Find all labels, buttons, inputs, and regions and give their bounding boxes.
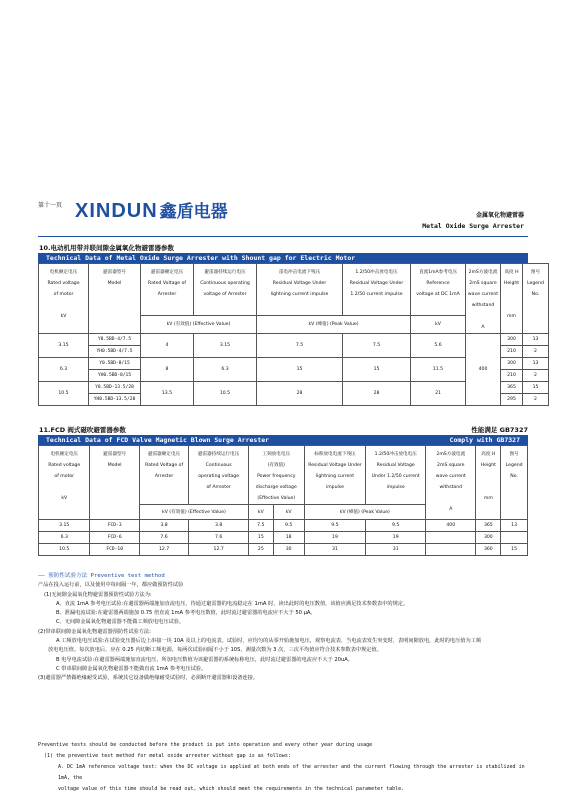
table-row (39, 544, 528, 556)
table-cell: 6.3 (39, 532, 90, 544)
table-cell: 3.15 (39, 520, 90, 532)
header-cell: 图号 Legend No. (501, 446, 528, 520)
logo-latin: XINDUN (75, 200, 158, 222)
table-cell: 210 (501, 346, 523, 358)
table-cell: 15 (343, 358, 411, 382)
unit-cell: kV (有效值) (Effective Value) (139, 505, 248, 520)
text-line: voltage value of this time should be read out, which should meet the requirements in the technical parameter table. (58, 786, 405, 792)
table-cell: 7.6 (139, 532, 188, 544)
table-cell: 2 (523, 346, 549, 358)
header-cell: 图号 Legend No. (523, 264, 549, 334)
section-10 (38, 243, 544, 406)
text-line: C、无间隙金属氧化物避雷器不能做工频放电电压试验。 (56, 619, 185, 626)
table-cell: 9.5 (304, 520, 366, 532)
section-11-bar: Technical Data of FCD Valve Magnetic Blown Surge Arrester Comply with GB7327 (38, 435, 528, 445)
table-cell: 3.8 (139, 520, 188, 532)
page-label: 第十一页 (38, 202, 63, 209)
header-cell: 电机额定电压 Rated voltage of motor kV (39, 446, 90, 520)
table-cell: 7.5 (248, 520, 273, 532)
title-cn: 金属氧化物避雷器 (475, 212, 524, 219)
table-cell: 15 (501, 544, 528, 556)
table-cell: 10.5 (194, 382, 257, 406)
unit-cell: kV (峰值) (Peak Value) (257, 315, 411, 333)
table-cell: YH0.5BD-13.5/28 (89, 394, 141, 406)
header-cell: 避雷器额定电压 Rated Voltage of Arrester (139, 446, 188, 505)
header-cell: 避雷器型号 Model (89, 264, 141, 334)
table-cell: 365 (501, 382, 523, 394)
table-cell: FCD-6 (90, 532, 139, 544)
table-cell: 3.8 (189, 520, 249, 532)
table-cell: 15 (248, 532, 273, 544)
header-divider (38, 236, 528, 237)
unit-cell: kV (273, 505, 304, 520)
section-11-title: 11.FCD 阀式磁吹避雷器参数 性能满足 GB7327 (39, 426, 528, 434)
section-10-table (38, 263, 549, 406)
header-cell: 工频放电电压 (有效值) Power frequency discharge voltage (Effective Value) (248, 446, 304, 505)
header-cell: 避雷器持续运行电压 Continuous operating voltage of Arrester (189, 446, 249, 505)
table-cell: 300 (501, 358, 523, 370)
table-cell: 15 (257, 358, 343, 382)
table-cell: 3.15 (39, 334, 89, 358)
text-line: (1)无间隙金属氧化物避雷器预防性试验方法为: (44, 591, 152, 598)
table-cell: FCD-10 (90, 544, 139, 556)
table-cell: 13 (523, 334, 549, 346)
unit-cell: kV (248, 505, 273, 520)
table-header-row (39, 446, 528, 505)
table-cell: 300 (501, 334, 523, 346)
square-wave-cell: 400 (426, 520, 476, 532)
text-line: C 带串联间隙金属氧化物避雷器不能做直流 1mA 参考电压试验。 (56, 665, 207, 672)
table-row (39, 532, 528, 544)
text-line: B 电导电流试验:在避雷器两端施加直流电压，所加电压数值为该避雷器的系统标称电压，此时流过避雷器的电流应不大于 20uA。 (56, 656, 353, 663)
table-cell: 2 (523, 394, 549, 406)
table-cell: 28 (257, 382, 343, 406)
header-cell: 2mS方波电流 2mS square wave current withstand A (466, 264, 501, 334)
title-en: Metal Oxide Surge Arrester (422, 222, 524, 230)
table-cell: 9.5 (273, 520, 304, 532)
table-cell: 3.15 (194, 334, 257, 358)
table-cell: 21 (411, 382, 466, 406)
unit-cell: kV (411, 315, 466, 333)
table-cell: 365 (476, 520, 501, 532)
table-cell: 12.7 (189, 544, 249, 556)
header-cell: 雷电冲击电流下残压 Residual Voltage Under lightning current impulse (257, 264, 343, 316)
header-cell: 2mS方波电流 2mS square wave current withstand A (426, 446, 476, 520)
table-header-row (39, 264, 549, 316)
table-cell: 295 (501, 394, 523, 406)
table-cell: 7.6 (189, 532, 249, 544)
table-cell: 5.6 (411, 334, 466, 358)
section-11-table (38, 445, 528, 556)
text-line: 产品在投入运行前，以及使用中每间隔一年，都应做预防性试验 (38, 582, 184, 589)
table-cell: FCD-3 (90, 520, 139, 532)
text-line: (2)带串联间隙金属氧化物避雷器预防性试验方法: (38, 628, 151, 635)
table-row (39, 520, 528, 532)
brand-logo (75, 197, 228, 223)
unit-cell: kV (峰值) (Peak Value) (304, 505, 425, 520)
header-cell: 避雷器型号 Model (90, 446, 139, 520)
table-cell: 19 (304, 532, 366, 544)
header-cell: 标称放电电流下残压 Residual Voltage Under lightning current impulse (304, 446, 366, 505)
text-line: B、泄漏电流试验:在避雷器两端施加 0.75 倍直流 1mA 参考电压数值，此时流过避雷器的电流应不大于 50 μA。 (56, 610, 316, 617)
table-cell: 2 (523, 370, 549, 382)
table-cell: 7.5 (343, 334, 411, 358)
text-line: A、直流 1mA 参考电压试验:在避雷器两端施加直流电压，待通过避雷器的电流稳定在 1mA 时，读出此时的电压数值，该值应满足技术参数表中的规定。 (56, 600, 409, 607)
unit-cell: kV (有效值) (Effective Value) (141, 315, 257, 333)
table-cell: YH0.5BD-4/7.5 (89, 346, 141, 358)
table-cell: 300 (476, 532, 501, 544)
table-cell: 15 (523, 382, 549, 394)
table-cell: 210 (501, 370, 523, 382)
table-cell: 13 (523, 358, 549, 370)
text-line: A 工频放电电压试验:在试验变压器后边上串接一块 10A 及以上的电流表。试验时，应均匀的从零开始施加电压，观察电流表，当电流表发生突变时，表明间隙放电，此时的电压值为工频 (56, 638, 482, 645)
table-cell: 11.5 (411, 358, 466, 382)
table-cell: 31 (366, 544, 426, 556)
table-cell: Y0.5BD-13.5/28 (89, 382, 141, 394)
header-cell: 避雷器持续运行电压 Continuous operating voltage of Arrester (194, 264, 257, 316)
header-cell: 直流1mA参考电压 Reference voltage at DC 1mA (411, 264, 466, 316)
table-cell: 360 (476, 544, 501, 556)
table-cell: 10.5 (39, 544, 90, 556)
section-10-title: 10.电动机用带并联间隙金属氧化物避雷器参数 (39, 244, 175, 252)
table-cell: 10.5 (39, 382, 89, 406)
table-cell: 31 (304, 544, 366, 556)
table-cell: 25 (248, 544, 273, 556)
table-cell: YH0.5BD-8/15 (89, 370, 141, 382)
table-cell (426, 532, 476, 544)
table-cell: 13.5 (141, 382, 194, 406)
table-cell: 7.5 (257, 334, 343, 358)
table-cell: Y0.5BD-8/15 (89, 358, 141, 370)
text-line: 放电电压值。每次放电后，应在 0.25 内切断工频电源。每两次试验间隔不小于 10S，测量次数为 3 次，三次平均值应符合技术参数表中规定值。 (48, 647, 382, 654)
table-cell: 12.7 (139, 544, 188, 556)
table-cell (501, 532, 528, 544)
square-wave-cell: 400 (466, 334, 501, 406)
header-cell: 高度 H Height mm (476, 446, 501, 520)
table-cell: 6.3 (194, 358, 257, 382)
table-cell: 28 (343, 382, 411, 406)
section-11 (38, 425, 528, 556)
table-row (39, 334, 549, 346)
table-cell: 18 (273, 532, 304, 544)
section-10-bar: Technical Data of Metal Oxide Surge Arrester with Shount gap for Electric Motor (38, 253, 528, 263)
text-line: A. DC 1mA reference voltage test: when the DC voltage is applied at both ends of the arrester and the current flowing through the arrester is stabilized in 1mA, the (58, 764, 525, 781)
table-cell: 8 (141, 358, 194, 382)
header-cell: 避雷器额定电压 Rated Voltage of Arrester (141, 264, 194, 316)
text-line: (3)避雷器严禁做绝缘耐受试验，系统其它设备做绝缘耐受试验时，必须断开避雷器和设备连接。 (38, 675, 259, 682)
document-title (422, 210, 524, 230)
table-cell (426, 544, 476, 556)
header-cell: 高度 H Height mm (501, 264, 523, 334)
table-cell: 30 (273, 544, 304, 556)
header-cell: 1.2/50冲击放电电压 Residual Voltage Under 1.2/50 current impulse (366, 446, 426, 505)
table-cell: 19 (366, 532, 426, 544)
logo-cn: 鑫盾电器 (159, 202, 228, 222)
text-line: Preventive tests should be conducted before the product is put into operation and every other year during usage (38, 742, 373, 748)
preventive-tests-en (38, 740, 538, 795)
table-cell: 13 (501, 520, 528, 532)
table-cell: 9.5 (366, 520, 426, 532)
header-cell: 1.2/50冲击放电电压 Residual Voltage Under 1.2/50 current impulse (343, 264, 411, 316)
header-cell: 电机额定电压 Rated voltage of motor kV (39, 264, 89, 334)
preventive-tests-heading: —— 预防性试验方法 Preventive test method (38, 573, 165, 579)
table-cell: 6.3 (39, 358, 89, 382)
table-cell: Y0.5BD-4/7.5 (89, 334, 141, 346)
table-cell: 4 (141, 334, 194, 358)
preventive-tests-cn (38, 572, 533, 684)
text-line: (1) the preventive test method for metal oxide arrester without gap is as follows: (44, 753, 291, 759)
